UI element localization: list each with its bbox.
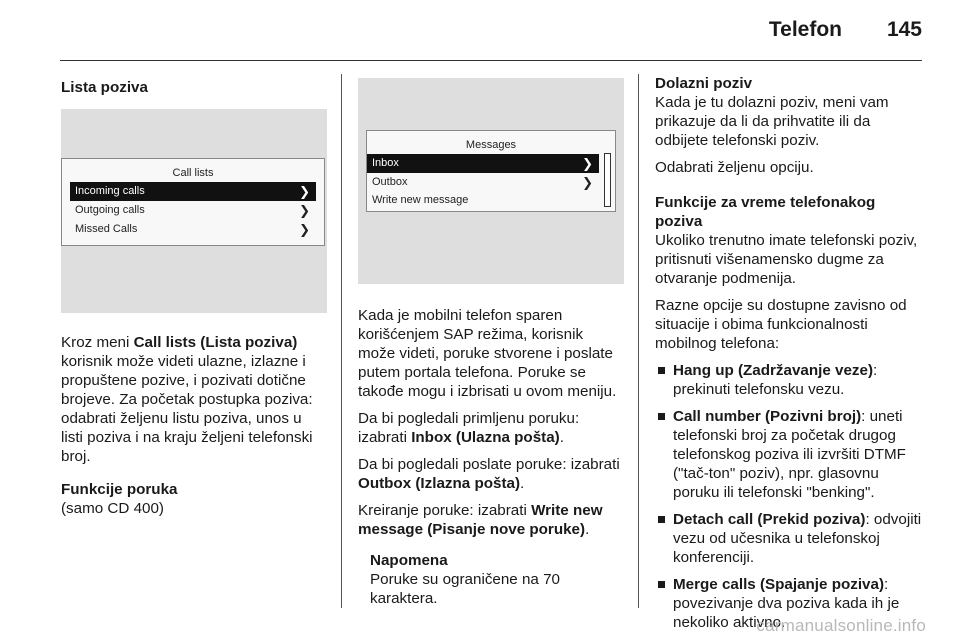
- bullet-square-icon: [658, 367, 665, 374]
- text: .: [559, 429, 564, 446]
- text: : odvojiti vezu od učesnika u telefonskoj konferenciji.: [673, 511, 922, 566]
- list-item: [655, 361, 925, 399]
- bullet-square-icon: [658, 581, 665, 588]
- chevron-right-icon: ❯: [582, 156, 593, 171]
- section-heading-call-functions: Funkcije za vreme telefonakog poziva: [655, 194, 876, 230]
- text: Kroz meni: [61, 334, 134, 351]
- menu-item-write-new-message: [367, 192, 599, 208]
- bullet-list: [655, 361, 925, 632]
- page-number: 145: [886, 18, 922, 41]
- paragraph: Odabrati željenu opciju.: [655, 159, 814, 176]
- paragraph: [358, 455, 624, 493]
- text: .: [520, 475, 525, 492]
- menu-item-incoming-calls: [70, 182, 316, 201]
- scrollbar: [604, 153, 611, 207]
- menu-item-outbox: [367, 173, 599, 192]
- page-title: Telefon: [768, 18, 842, 41]
- note-text: Poruke su ograničene na 70 karaktera.: [370, 571, 560, 607]
- text: Kreiranje poruke: izabrati: [358, 502, 532, 519]
- call-lists-screenshot: [61, 109, 327, 313]
- paragraph: [358, 409, 624, 447]
- list-item: [655, 407, 925, 502]
- list-item: [655, 510, 925, 567]
- chevron-right-icon: ❯: [299, 222, 310, 237]
- section-heading-call-lists: Lista poziva: [61, 79, 148, 96]
- page-header: [0, 0, 960, 62]
- note-title: Napomena: [370, 552, 448, 569]
- text: Da bi pogledali poslate poruke: izabrati: [358, 456, 620, 473]
- messages-menu: [366, 130, 616, 212]
- note-box: [358, 551, 624, 608]
- menu-title: Messages: [465, 139, 517, 151]
- paragraph: Ukoliko trenutno imate telefonski poziv, pritisnuti višenamensko dugme za otvaranje podmenija.: [655, 232, 918, 287]
- text: : uneti telefonski broj za početak drugog telefonskog poziva ili izvršiti DTMF ("tač-ton" poziv), npr. glasovnu poruku ili telefonski "benking".: [673, 408, 906, 501]
- section-subheading: (samo CD 400): [61, 500, 164, 517]
- text: .: [585, 521, 590, 538]
- bold-text: Call number (Pozivni broj): [673, 408, 862, 425]
- watermark[interactable]: carmanualsonline.info: [756, 616, 926, 635]
- menu-item-label: Write new message: [372, 194, 469, 206]
- call-lists-menu: [61, 158, 325, 246]
- menu-item-label: Inbox: [372, 157, 399, 169]
- menu-item-inbox: [367, 154, 599, 173]
- bold-text: Hang up (Zadržavanje veze): [673, 362, 874, 379]
- paragraph: Kada je tu dolazni poziv, meni vam prikazuje da li da prihvatite ili da odbijete telefonski poziv.: [655, 94, 889, 149]
- menu-item-label: Incoming calls: [75, 185, 145, 197]
- column-3: [655, 70, 925, 640]
- paragraph: [358, 501, 624, 539]
- text: korisnik može videti ulazne, izlazne i propuštene pozive, i pozivati dotične brojeve. Za početak postupka poziva: odabrati željenu listu poziva, unos u listi poziva i na kraju željeni telefonski broj.: [61, 353, 313, 465]
- menu-item-label: Outgoing calls: [75, 204, 145, 216]
- menu-item-missed-calls: [70, 220, 316, 239]
- paragraph: [61, 333, 327, 466]
- column-2: [358, 70, 624, 608]
- bold-text: Detach call (Prekid poziva): [673, 511, 866, 528]
- menu-item-outgoing-calls: [70, 201, 316, 220]
- section-heading-incoming-call: Dolazni poziv: [655, 75, 753, 92]
- chevron-right-icon: ❯: [299, 203, 310, 218]
- menu-title: Call lists: [172, 167, 214, 179]
- column-divider-1: [341, 74, 342, 608]
- bold-text: Call lists (Lista poziva): [133, 334, 298, 351]
- column-1: [61, 70, 327, 518]
- header-rule: [60, 60, 922, 61]
- paragraph: Razne opcije su dostupne zavisno od situacije i obima funkcionalnosti mobilnog telefona:: [655, 297, 907, 352]
- bullet-square-icon: [658, 516, 665, 523]
- text: : povezivanje dva poziva kada ih je nekoliko aktivno.: [673, 576, 900, 631]
- menu-item-label: Outbox: [372, 176, 408, 188]
- section-heading-messages: Funkcije poruka: [61, 481, 178, 498]
- paragraph: Kada je mobilni telefon sparen korišćenjem SAP režima, korisnik može videti, poruke stvorene i poslate putem portala telefona. Poruke se takođe mogu i izbrisati u ovom meniju.: [358, 307, 617, 400]
- bullet-square-icon: [658, 413, 665, 420]
- bold-text: Write new message (Pisanje nove poruke): [358, 502, 603, 538]
- menu-item-label: Missed Calls: [75, 223, 138, 235]
- text: Da bi pogledali primljenu poruku: izabrati: [358, 410, 580, 446]
- column-divider-2: [638, 74, 639, 608]
- text: : prekinuti telefonsku vezu.: [673, 362, 878, 398]
- bold-text: Inbox (Ulazna pošta): [411, 429, 560, 446]
- chevron-right-icon: ❯: [299, 184, 310, 199]
- chevron-right-icon: ❯: [582, 175, 593, 190]
- bold-text: Outbox (Izlazna pošta): [358, 475, 521, 492]
- bold-text: Merge calls (Spajanje poziva): [673, 576, 885, 593]
- messages-screenshot: [358, 78, 624, 284]
